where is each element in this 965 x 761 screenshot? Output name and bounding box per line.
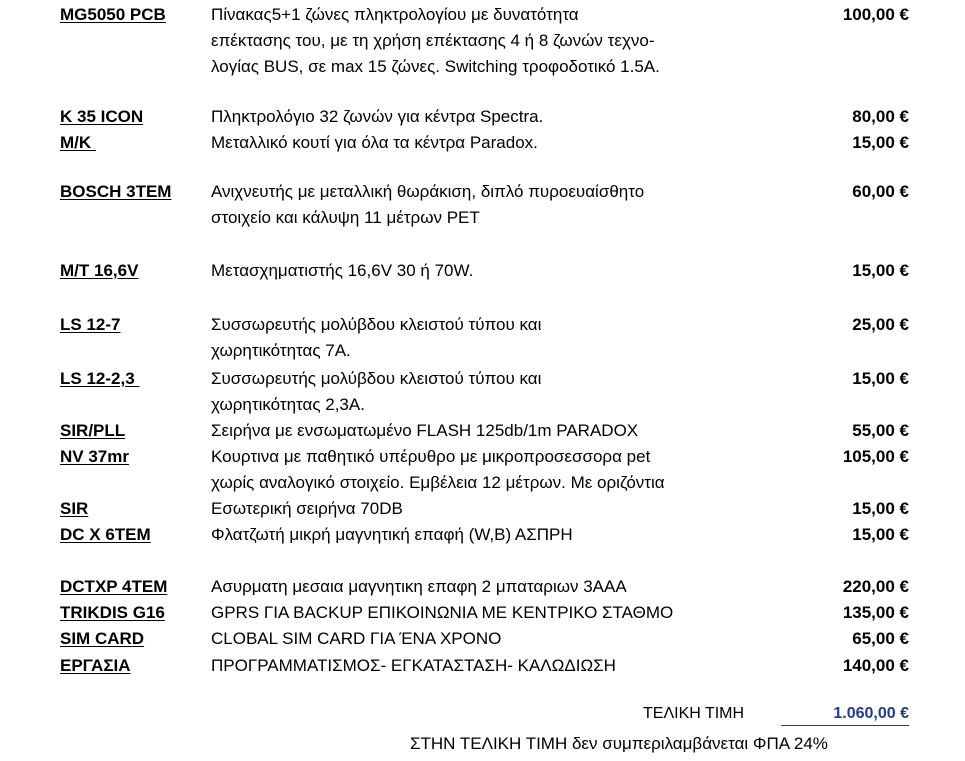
- item-description: [211, 626, 771, 652]
- item-code: NV 37mr: [60, 447, 129, 466]
- item-description: [211, 600, 771, 626]
- item-description: [211, 418, 771, 444]
- item-description: [211, 574, 771, 600]
- item-price: 55,00 €: [852, 421, 909, 440]
- item-price: 105,00 €: [842, 447, 909, 466]
- item-description-line: Πληκτρολόγιο 32 ζωνών για κέντρα Spectra.: [211, 107, 544, 126]
- item-price: 100,00 €: [842, 5, 909, 24]
- item-description-line: Σειρήνα με ενσωματωμένο FLASH 125db/1m PARADOX: [211, 421, 639, 440]
- item-code: BOSCH 3TEM: [60, 182, 172, 201]
- item-price: 15,00 €: [852, 133, 909, 152]
- item-price: 80,00 €: [852, 107, 909, 126]
- item-price: 135,00 €: [842, 603, 909, 622]
- item-description-line: Συσσωρευτής μολύβδου κλειστού τύπου και: [211, 315, 542, 334]
- item-code: MG5050 PCB: [60, 5, 166, 24]
- item-description-line: χωρητικότητας 7Α.: [211, 341, 351, 360]
- total-value: 1.060,00 €: [781, 703, 909, 726]
- item-description: [211, 444, 771, 496]
- total-label: ΤΕΛΙΚΗ ΤΙΜΗ: [643, 705, 745, 722]
- item-description-line: χωρίς αναλογικό στοιχείο. Εμβέλεια 12 μέτρων. Με οριζόντια: [211, 473, 665, 492]
- item-description-line: Συσσωρευτής μολύβδου κλειστού τύπου και: [211, 369, 542, 388]
- item-description: [211, 2, 771, 80]
- item-description-line: Ανιχνευτής με μεταλλική θωράκιση, διπλό πυροευαίσθητο: [211, 182, 645, 201]
- item-description-line: GPRS ΓΙΑ BACKUP ΕΠΙΚΟΙΝΩΝΙΑ ΜΕ ΚΕΝΤΡΙΚΟ ΣΤΑΘΜΟ: [211, 603, 674, 622]
- item-description: [211, 366, 771, 418]
- item-description: [211, 496, 771, 522]
- item-code: SIM CARD: [60, 629, 145, 648]
- item-description-line: CLOBAL SIM CARD ΓΙΑ ΈΝΑ ΧΡΟΝΟ: [211, 629, 502, 648]
- item-description-line: Ασυρματη μεσαια μαγνητικη επαφη 2 μπαταριων 3ΑΑΑ: [211, 577, 627, 596]
- item-code: DC X 6TEM: [60, 525, 151, 544]
- item-code: SIR/PLL: [60, 421, 126, 440]
- item-price: 140,00 €: [842, 656, 909, 675]
- item-description-line: στοιχείο και κάλυψη 11 μέτρων PET: [211, 208, 480, 227]
- item-description-line: επέκτασης του, με τη χρήση επέκτασης 4 ή 8 ζωνών τεχνο-: [211, 31, 655, 50]
- item-description-line: Κουρτινα με παθητικό υπέρυθρο με μικροπροσεσσορα pet: [211, 447, 651, 466]
- item-description: [211, 312, 771, 364]
- item-price: 65,00 €: [852, 629, 909, 648]
- item-description: [211, 653, 771, 679]
- item-description: [211, 130, 771, 156]
- item-description-line: χωρητικότητας 2,3Α.: [211, 395, 365, 414]
- item-price: 15,00 €: [852, 261, 909, 280]
- vat-note: ΣΤΗΝ ΤΕΛΙΚΗ ΤΙΜΗ δεν συμπεριλαμβάνεται ΦΠΑ 24%: [410, 734, 828, 753]
- item-price: 220,00 €: [842, 577, 909, 596]
- item-code: M/T 16,6V: [60, 261, 139, 280]
- item-description: [211, 179, 771, 231]
- item-description-line: Πίνακας5+1 ζώνες πληκτρολογίου με δυνατότητα: [211, 5, 579, 24]
- item-code: M/K: [60, 133, 96, 152]
- item-description-line: Μετασχηματιστής 16,6V 30 ή 70W.: [211, 261, 474, 280]
- item-description-line: Μεταλλικό κουτί για όλα τα κέντρα Paradox.: [211, 133, 538, 152]
- item-price: 15,00 €: [852, 525, 909, 544]
- item-code: LS 12-7: [60, 315, 121, 334]
- item-price: 15,00 €: [852, 499, 909, 518]
- item-price: 25,00 €: [852, 315, 909, 334]
- item-code: K 35 ICON: [60, 107, 144, 126]
- item-description: [211, 258, 771, 284]
- item-description: [211, 104, 771, 130]
- item-description-line: λογίας BUS, σε max 15 ζώνες. Switching τροφοδοτικό 1.5A.: [211, 57, 660, 76]
- item-code: SIR: [60, 499, 89, 518]
- item-code: TRIKDIS G16: [60, 603, 165, 622]
- item-description-line: Εσωτερική σειρήνα 70DB: [211, 499, 403, 518]
- item-description-line: Φλατζωτή μικρή μαγνητική επαφή (W,B) ΑΣΠΡΗ: [211, 525, 573, 544]
- item-description-line: ΠΡΟΓΡΑΜΜΑΤΙΣΜΟΣ- ΕΓΚΑΤΑΣΤΑΣΗ- ΚΑΛΩΔΙΩΣΗ: [211, 656, 616, 675]
- item-code: LS 12-2,3: [60, 369, 140, 388]
- item-code: ΕΡΓΑΣΙΑ: [60, 656, 131, 675]
- item-code: DCTXP 4TEM: [60, 577, 168, 596]
- item-description: [211, 522, 771, 548]
- item-price: 60,00 €: [852, 182, 909, 201]
- item-price: 15,00 €: [852, 369, 909, 388]
